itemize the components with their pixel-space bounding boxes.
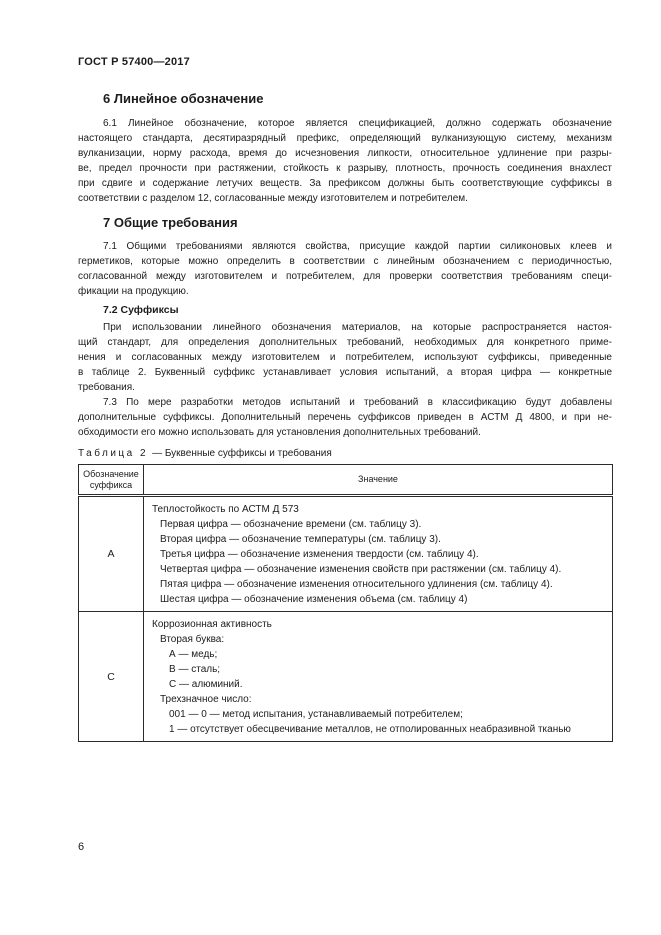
subsection-7-2-heading: 7.2 Суффиксы — [103, 304, 179, 316]
table-caption-text: — Буквенные суффиксы и требования — [152, 448, 332, 459]
table-row — [79, 612, 613, 742]
value-line: Первая цифра — обозначение времени (см. таблицу 3). — [160, 519, 422, 530]
doc-header: ГОСТ Р 57400—2017 — [78, 56, 190, 68]
text-line: 7.1 Общими требованиями являются свойства, присущие каждой партии силиконовых клеев и — [103, 241, 612, 252]
value-line: В — сталь; — [169, 664, 221, 675]
value-line: Вторая буква: — [160, 634, 225, 645]
table-body — [79, 496, 613, 742]
text-line: 6.1 Линейное обозначение, которое является спецификацией, должно содержать обозначение — [103, 118, 612, 129]
value-line: Трехзначное число: — [160, 694, 252, 705]
text-line: при сдвиге и содержание летучих веществ. За префиксом должны быть соответствующие суффиксы в — [78, 178, 612, 189]
text-line: фикации на продукцию. — [78, 286, 189, 297]
suffix-designation-cell: А — [79, 496, 144, 612]
text-line: При использовании линейного обозначения материалов, на которые распространяется настоя- — [103, 322, 612, 333]
table-header-row — [79, 465, 613, 496]
text-line: нения и согласованных между изготовителем и потребителем, используют суффиксы, приведенные — [78, 352, 612, 363]
text-line: дополнительные суффиксы. Дополнительный перечень суффиксов приведен в АСТМ Д 4800, и при не- — [78, 412, 612, 423]
value-line: А — медь; — [169, 649, 218, 660]
column-header-value: Значение — [144, 465, 613, 496]
suffix-designation-cell: С — [79, 612, 144, 742]
value-line: Пятая цифра — обозначение изменения относительного удлинения (см. таблицу 4). — [160, 579, 553, 590]
paragraph-7-2 — [78, 320, 612, 395]
text-line: согласованной между изготовителем и потребителем, для проверки соответствия требованиям специ- — [78, 271, 612, 282]
section-7-heading: 7 Общие требования — [103, 215, 238, 230]
text-line: герметиков, которые можно определить в соответствии с линейным обозначением с периодичностью, — [78, 256, 612, 267]
value-cell — [144, 612, 613, 742]
text-line: 7.3 По мере разработки методов испытаний и требований в классификацию будут добавлены — [103, 397, 612, 408]
text-line: настоящего стандарта, десятиразрядный префикс, определяющий вулканизующую систему, механизм — [78, 133, 612, 144]
text-line: щий стандарт, для определения дополнительных требований, необходимых для конкретного приме- — [78, 337, 612, 348]
text-line: требования. — [78, 382, 135, 393]
table-caption-label: Таблица 2 — [78, 448, 149, 459]
suffix-requirements-table — [78, 464, 613, 742]
value-line: С — алюминий. — [169, 679, 243, 690]
section-6-heading: 6 Линейное обозначение — [103, 91, 264, 106]
value-line: 1 — отсутствует обесцвечивание металлов, не отполированных неабразивной тканью — [169, 724, 571, 735]
column-header-suffix: Обозначение суффикса — [79, 465, 144, 496]
page-number: 6 — [78, 841, 85, 853]
value-line: 001 — 0 — метод испытания, устанавливаемый потребителем; — [169, 709, 463, 720]
text-line: вулканизации, норму расхода, время до исчезновения липкости, относительное удлинение при разры- — [78, 148, 612, 159]
text-line: ве, предел прочности при растяжении, стойкость к разрыву, плотность, прочность соединения внахлест — [78, 163, 612, 174]
value-line: Четвертая цифра — обозначение изменения свойств при растяжении (см. таблицу 4). — [160, 564, 562, 575]
text-line: обходимости его можно использовать для установления дополнительных требований. — [78, 427, 481, 438]
paragraph-7-1 — [78, 239, 612, 299]
text-line: в таблице 2. Буквенный суффикс устанавливает условия испытаний, а вторая цифра — конкретные — [78, 367, 612, 378]
value-line: Коррозионная активность — [152, 619, 272, 630]
value-line: Шестая цифра — обозначение изменения объема (см. таблицу 4) — [160, 594, 468, 605]
paragraph-6-1 — [78, 116, 612, 206]
value-line: Третья цифра — обозначение изменения твердости (см. таблицу 4). — [160, 549, 479, 560]
paragraph-7-3 — [78, 395, 612, 440]
text-line: соответствии с разделом 12, согласованные между изготовителем и потребителем. — [78, 193, 468, 204]
table-2-caption — [78, 448, 612, 460]
value-line: Вторая цифра — обозначение температуры (см. таблицу 3). — [160, 534, 441, 545]
value-cell — [144, 496, 613, 612]
value-line: Теплостойкость по АСТМ Д 573 — [152, 504, 299, 515]
table-row — [79, 496, 613, 612]
